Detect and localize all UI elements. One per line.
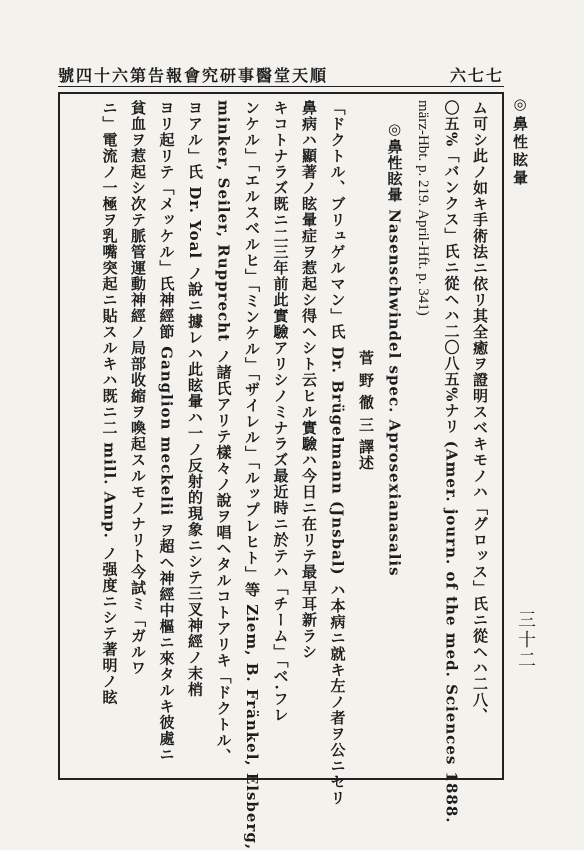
sidebar-title: ◎鼻性眩暈 (511, 95, 529, 188)
text-line: minker, Seiler, Rupprecht ノ諸氏アリテ樣々ノ說ヲ唱ヘタルコトアリキ「ドクトル、 (214, 100, 233, 765)
text-line: ヨアル」氏 Dr. Yoal ノ說ニ據レハ此眩暈ハ一ノ反射的現象ニシテ三叉神經ノ末梢 (186, 100, 204, 698)
running-header (58, 64, 504, 84)
text-line: ニ」電流ノ一極ヲ乳嘴突起ニ貼スルキハ既ニ二 mill. Amp. ノ强度ニシテ著明ノ眩 (100, 100, 119, 706)
text-line: 「ドクトル、ブリュゲルマン」氏 Dr. Brügelmann (Jnsbal) ハ本病ニ就キ左ノ者ヲ公ニセリ (328, 100, 347, 806)
text-line: キコトナラズ既ニ二三年前此實驗アリシノミナラズ最近時ニ於テハ「チーム」「ベ.フレ (271, 100, 290, 723)
header-rule (58, 86, 504, 87)
text-line: märz-Hbt. p. 219. April-Hft. p. 341) (415, 100, 431, 316)
journal-title: 號四十六第告報會究研事醫堂天順 (58, 65, 329, 85)
page-header-number: 六七七 (449, 65, 504, 85)
text-line: ンケル」「エルスベルヒ」「ミンケル」「ザイレル」「ルップレヒト」等 Ziem, B. Fränkel, Elsberg, (243, 100, 261, 850)
section-heading: ◎鼻性眩暈 Nasenschwindel spec. Aprosexianasalis (385, 120, 404, 577)
text-line: ヨリ起リテ「メッケル」氏神經節 Ganglion meckelii ヲ超ヘ神經中樞ニ來タルキ彼處ニ (157, 100, 176, 763)
text-line: 貧血ヲ惹起シ次テ脈管運動神經ノ局部收縮ヲ喚起スルモノナリト今試ミ「ガルワ (129, 100, 147, 676)
text-line: 鼻病ハ顯著ノ眩暈症ヲ惹起シ得ヘシト云ヒル實驗ハ今日ニ在リテ最早耳新ラシ (300, 100, 318, 660)
text-line: 〇五%「バンクス」氏ニ從ヘハ二〇八五%ナリ (Amer. journ. of the med. Sciences 1888. (442, 100, 461, 824)
article-body (95, 100, 494, 850)
page-number: 三十二 (515, 610, 536, 670)
text-line: ム可シ此ノ如キ手術法ニ依リ其全癒ヲ證明スベキモノハ「グロッス」氏ニ從ヘハ二八、 (471, 100, 489, 724)
translator-byline: 菅 野 徹 三 譯述 (357, 350, 375, 471)
